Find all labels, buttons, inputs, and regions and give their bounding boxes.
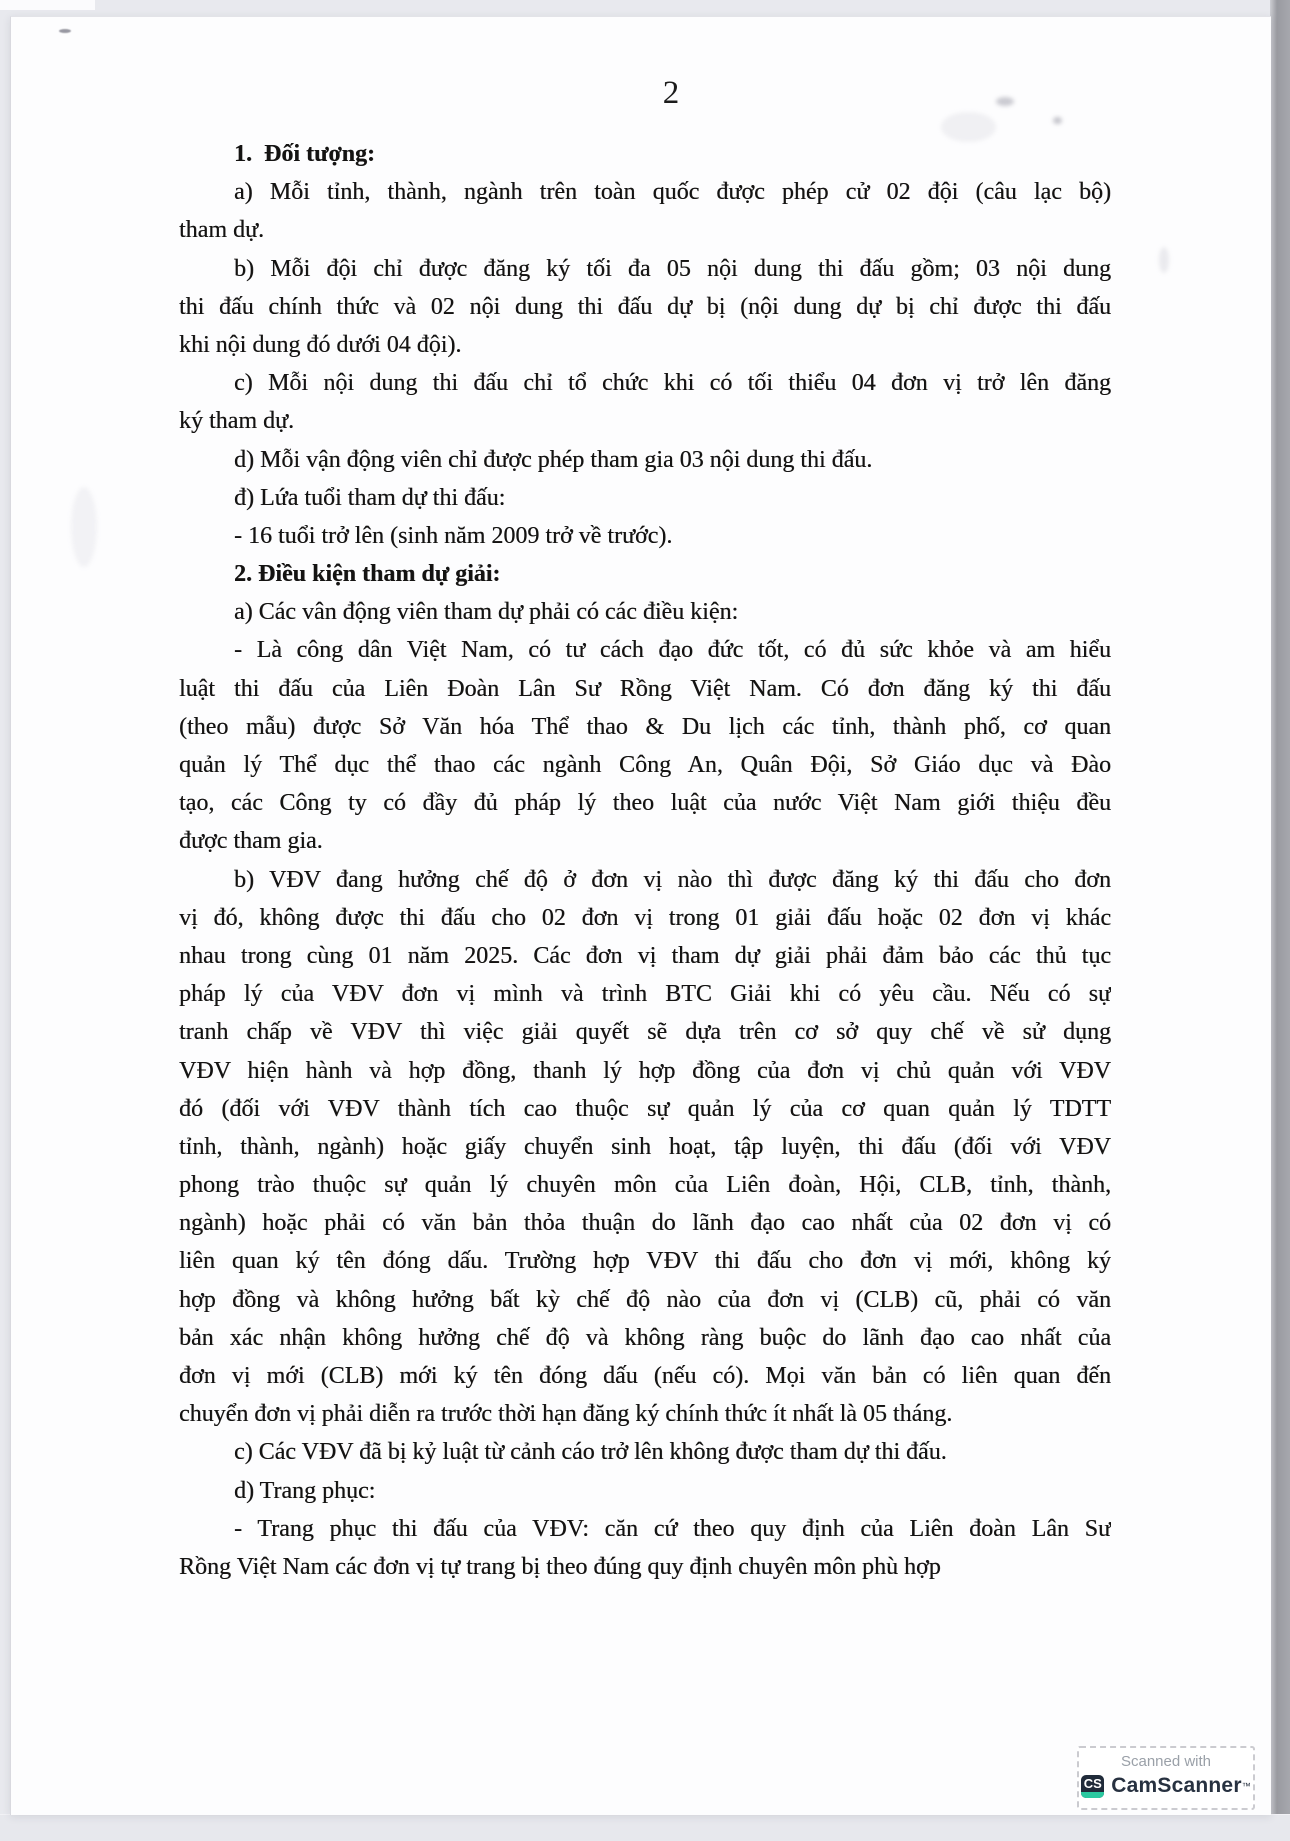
text-line: d) Trang phục: xyxy=(234,1477,376,1504)
camscanner-logo-icon xyxy=(1081,1775,1104,1798)
text-line: c) Các VĐV đã bị kỷ luật từ cảnh cáo trở lên không được tham dự thi đấu. xyxy=(234,1439,947,1466)
text-line: đó (đối với VĐV thành tích cao thuộc sự quản lý của cơ quan quản lý TDTT xyxy=(179,1095,1111,1122)
text-line: b) VĐV đang hưởng chế độ ở đơn vị nào thì được đăng ký thi đấu cho đơn xyxy=(234,866,1111,893)
camscanner-badge xyxy=(1077,1746,1255,1810)
text-line: VĐV hiện hành và hợp đồng, thanh lý hợp đồng của đơn vị chủ quản với VĐV xyxy=(179,1057,1111,1084)
text-line: Rồng Việt Nam các đơn vị tự trang bị theo đúng quy định chuyên môn phù hợp xyxy=(179,1553,941,1580)
text-line: liên quan ký tên đóng dấu. Trường hợp VĐV thi đấu cho đơn vị mới, không ký xyxy=(179,1248,1111,1275)
text-line: luật thi đấu của Liên Đoàn Lân Sư Rồng Việt Nam. Có đơn đăng ký thi đấu xyxy=(179,675,1111,702)
text-line: khi nội dung đó dưới 04 đội). xyxy=(179,331,462,358)
scan-smudge xyxy=(71,487,97,567)
text-line: đơn vị mới (CLB) mới ký tên đóng dấu (nếu có). Mọi văn bản có liên quan đến xyxy=(179,1363,1111,1389)
text-line: tranh chấp về VĐV thì việc giải quyết sẽ dựa trên cơ sở quy chế về sử dụng xyxy=(179,1019,1111,1046)
scan-smudge xyxy=(1053,117,1062,124)
scan-edge-top-notch xyxy=(0,0,95,10)
text-line: (theo mẫu) được Sở Văn hóa Thể thao & Du lịch các tỉnh, thành phố, cơ quan xyxy=(179,713,1111,740)
camscanner-brand-row xyxy=(1079,1774,1253,1798)
document-body xyxy=(179,135,1111,1586)
text-line: được tham gia. xyxy=(179,828,323,855)
text-line: 2. Điều kiện tham dự giải: xyxy=(234,561,501,588)
text-line: nhau trong cùng 01 năm 2025. Các đơn vị tham dự giải phải đảm bảo các thủ tục xyxy=(179,942,1111,969)
trademark-symbol: ™ xyxy=(1241,1781,1251,1791)
text-line: bản xác nhận không hưởng chế độ và không ràng buộc do lãnh đạo cao nhất của xyxy=(179,1324,1111,1351)
text-line: a) Các vân động viên tham dự phải có các điều kiện: xyxy=(234,599,739,626)
scanned-with-label: Scanned with xyxy=(1120,1753,1212,1770)
text-line: vị đó, không được thi đấu cho 02 đơn vị trong 01 giải đấu hoặc 02 đơn vị khác xyxy=(179,904,1111,931)
text-line: - 16 tuổi trở lên (sinh năm 2009 trở về trước). xyxy=(234,522,673,549)
scan-smudge xyxy=(1159,247,1169,273)
text-line: hợp đồng và không hưởng bất kỳ chế độ nào của đơn vị (CLB) cũ, phải có văn xyxy=(179,1286,1111,1313)
scan-smudge xyxy=(996,97,1014,106)
text-line: c) Mỗi nội dung thi đấu chỉ tổ chức khi có tối thiểu 04 đơn vị trở lên đăng xyxy=(234,370,1111,397)
scan-smudge xyxy=(59,29,71,33)
text-line: tạo, các Công ty có đầy đủ pháp lý theo luật của nước Việt Nam giới thiệu đều xyxy=(179,790,1111,817)
text-line: ngành) hoặc phải có văn bản thỏa thuận do lãnh đạo cao nhất của 02 đơn vị có xyxy=(179,1210,1111,1237)
text-line: pháp lý của VĐV đơn vị mình và trình BTC Giải khi có yêu cầu. Nếu có sự xyxy=(179,981,1111,1008)
text-line: chuyển đơn vị phải diễn ra trước thời hạn đăng ký chính thức ít nhất là 05 tháng. xyxy=(179,1401,953,1428)
text-line: tỉnh, thành, ngành) hoặc giấy chuyển sinh hoạt, tập luyện, thi đấu (đối với VĐV xyxy=(179,1133,1111,1160)
text-line: a) Mỗi tỉnh, thành, ngành trên toàn quốc được phép cử 02 đội (câu lạc bộ) xyxy=(234,179,1111,206)
text-line: - Là công dân Việt Nam, có tư cách đạo đức tốt, có đủ sức khỏe và am hiểu xyxy=(234,637,1111,664)
text-line: b) Mỗi đội chỉ được đăng ký tối đa 05 nội dung thi đấu gồm; 03 nội dung xyxy=(234,255,1111,282)
scan-edge-bottom xyxy=(0,1814,1290,1841)
text-line: phong trào thuộc sự quản lý chuyên môn của Liên đoàn, Hội, CLB, tỉnh, thành, xyxy=(179,1172,1111,1199)
page-number: 2 xyxy=(662,75,680,111)
text-line: 1. Đối tượng: xyxy=(234,141,376,167)
text-line: ký tham dự. xyxy=(179,408,294,435)
text-line: - Trang phục thi đấu của VĐV: căn cứ theo quy định của Liên đoàn Lân Sư xyxy=(234,1515,1111,1542)
text-line: quản lý Thể dục thể thao các ngành Công An, Quân Đội, Sở Giáo dục và Đào xyxy=(179,752,1111,778)
text-line: đ) Lứa tuổi tham dự thi đấu: xyxy=(234,484,506,511)
text-line: thi đấu chính thức và 02 nội dung thi đấu dự bị (nội dung dự bị chỉ được thi đấu xyxy=(179,293,1111,320)
camscanner-brand-text: CamScanner xyxy=(1111,1774,1242,1797)
text-line: d) Mỗi vận động viên chỉ được phép tham gia 03 nội dung thi đấu. xyxy=(234,446,873,473)
scan-edge-right xyxy=(1270,0,1290,1814)
camscanner-logo-text: CS xyxy=(1083,1775,1102,1791)
document-page xyxy=(10,16,1271,1815)
camscanner-logo-teal-bar xyxy=(1081,1792,1104,1798)
text-line: tham dự. xyxy=(179,217,264,244)
